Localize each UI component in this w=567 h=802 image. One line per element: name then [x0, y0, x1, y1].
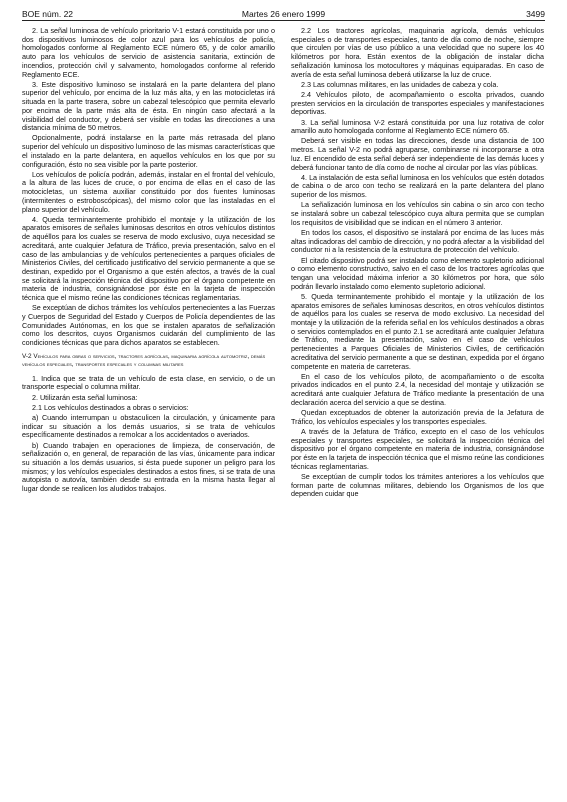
paragraph: b) Cuando trabajen en operaciones de limpieza, de conservación, de señalización o, en general, de reparación de las vías, únicamente para indicar su situación a los demás usuarios, si ésta puede suponer un peligro para los mismos; y los vehículos especiales destinados a estos fines, si se trata de una autopista o autovía, también desde su entrada en la misma hasta llegar al lugar donde se realicen los aludidos trabajos. [22, 440, 275, 494]
paragraph: 1. Indica que se trata de un vehículo de esta clase, en servicio, o de un transporte especial o columna militar. [22, 373, 275, 392]
paragraph: 2. La señal luminosa de vehículo prioritario V-1 estará constituida por uno o dos dispositivos luminosos de color azul para los vehículos de policía, homologados conforme al Reglamento ECE número 65, y de color amarillo auto para los vehículos de servicio de asistencia sanitaria, extinción de incendios, protección civil y salvamento, homologados conforme al referido Reglamento ECE. [22, 27, 275, 79]
paragraph: 3. Este dispositivo luminoso se instalará en la parte delantera del plano superior del vehículo, por encima de la luz más alta, y en las motocicletas irá situada en la parte trasera, sobre un cabezal telescópico que permita elevarlo por encima de la parte más alta de ésta. En ningún caso afectará a la visibilidad del conductor, y deberá ser visible en todas las direcciones a una distancia mínima de 50 metros. [22, 79, 275, 133]
paragraph: El citado dispositivo podrá ser instalado como elemento supletorio adicional o como elemento constructivo, salvo en el caso de los tractores agrícolas que tengan una velocidad máxima inferior a 30 kilómetros por hora, que sólo podrán llevarlo instalado como elemento supletorio adicional. [291, 255, 544, 291]
paragraph: En todos los casos, el dispositivo se instalará por encima de las luces más altas indicadoras del cambio de dirección, y no podrá afectar a la visibilidad del conductor ni a la resistencia de la estructura de protección del vehículo. [291, 227, 544, 255]
paragraph: 4. La instalación de esta señal luminosa en los vehículos que estén dotados de cabina o de arco con techo se realizará en la parte delantera del plano superior de los mismos. [291, 172, 544, 200]
paragraph: Quedan exceptuados de obtener la autorización previa de la Jefatura de Tráfico, los vehículos especiales y los transportes especiales. [291, 408, 544, 426]
paragraph: Deberá ser visible en todas las direcciones, desde una distancia de 100 metros. La señal V-2 no podrá agruparse, combinarse ni incorporarse a otra luz. El encendido de esta señal deberá ser independiente de las demás luces y deberá funcionar tanto de día como de noche al circular por las vías públicas. [291, 136, 544, 172]
journal-issue: BOE núm. 22 [22, 9, 74, 19]
paragraph: Opcionalmente, podrá instalarse en la parte más retrasada del plano superior del vehículo un dispositivo luminoso de las mismas características que el instalado en la parte delantera, en aquellos vehículos en los que por su configuración, ésto no sea visible por la parte posterior. [22, 133, 275, 169]
section-heading: V-2 Vehículos para obras o servicios, tractores agrícolas, maquinaria agrícola automotriz, demás vehículos especiales, transportes especiales y columnas militares [22, 352, 266, 369]
paragraph: A través de la Jefatura de Tráfico, excepto en el caso de los vehículos especiales y transportes especiales, se solicitará la inspección técnica del dispositivo por el órgano competente en materia de industria, consignándose por éste en la tarjeta de inspección técnica que el mismo reúne las condiciones técnicas reglamentarias. [291, 426, 544, 471]
paragraph: 2.3 Las columnas militares, en las unidades de cabeza y cola. [301, 79, 499, 89]
paragraph: La señalización luminosa en los vehículos sin cabina o sin arco con techo se instalará sobre un cabezal telescópico cuya altura permita que se cumplan los requisitos de visibilidad que se indican en el número 3 anterior. [291, 200, 544, 227]
left-column [22, 27, 275, 797]
paragraph: 2.2 Los tractores agrícolas, maquinaria agrícola, demás vehículos especiales o de transportes especiales, tanto de día como de noche, siempre que circulen por vías de uso público a una velocidad que no supere los 40 kilómetros por hora. Están exentos de la obligación de instalar dicha señalización luminosa los motocultores y máquinas equiparadas. En caso de avería de esta señal luminosa deberá utilizarse la luz de cruce. [291, 27, 544, 79]
page-number: 3499 [526, 9, 545, 19]
paragraph: 4. Queda terminantemente prohibido el montaje y la utilización de los aparatos emisores de señales luminosas descritos en otros vehículos distintos de aquéllos para los cuales se reserva de modo exclusivo, cuya necesidad se acreditará, ante cualquier Jefatura de Tráfico, previa presentación, salvo en el caso de las ambulancias y de vehículos pertenecientes a parques oficiales de Ministerios Civiles, del certificado justificativo del servicio permanente a que se destinan, expedido por el Organismo a que estén afectos, a través de la cual se solicitará la inspección técnica del dispositivo por el órgano competente en materia de industria, consignándose por éste en la tarjeta de inspección técnica que el mismo reúne las condiciones técnicas reglamentarias. [22, 214, 275, 303]
page-header [22, 8, 545, 21]
right-column [291, 27, 544, 797]
paragraph: En el caso de los vehículos piloto, de acompañamiento o de escolta privados indicados en el punto 2.4, la necesidad del montaje y utilización se acreditará ante cualquier Jefatura de Tráfico mediante la presentación de una declaración acerca del servicio a que se destina. [291, 371, 544, 407]
paragraph: Los vehículos de policía podrán, además, instalar en el frontal del vehículo, a la altura de las luces de cruce, o por encima de ellas en el caso de las motocicletas, un sistema auxiliar constituido por dos fuentes luminosas (intermitentes o estroboscópicas), del mismo color que las instaladas en el plano superior del vehículo. [22, 169, 275, 214]
paragraph: Se exceptúan de dichos trámites los vehículos pertenecientes a las Fuerzas y Cuerpos de Seguridad del Estado y Cuerpos de Policía dependientes de las Comunidades Autónomas, en los que se instalen aparatos de señalización como los descritos, cuyos Organismos cuidarán del cumplimiento de las condiciones técnicas que para dichos aparatos se establecen. [22, 303, 275, 348]
paragraph: 2.4 Vehículos piloto, de acompañamiento o escolta privados, cuando presten servicios en la circulación de transportes especiales y manifestaciones deportivas. [291, 89, 544, 117]
publication-date: Martes 26 enero 1999 [241, 9, 326, 19]
paragraph: 2. Utilizarán esta señal luminosa: [32, 392, 138, 402]
paragraph: 2.1 Los vehículos destinados a obras o servicios: [32, 402, 189, 412]
paragraph: 3. La señal luminosa V-2 estará constituida por una luz rotativa de color amarillo auto homologada conforme al Reglamento ECE número 65. [291, 117, 544, 136]
paragraph: Se exceptúan de cumplir todos los trámites anteriores a los vehículos que forman parte de columnas militares, debiendo los Organismos de los que dependen cuidar que [291, 471, 544, 499]
paragraph: 5. Queda terminantemente prohibido el montaje y la utilización de los aparatos emisores de señales luminosas descritos, en otros vehículos distintos de aquéllos para los cuales se reserva de modo exclusivo. La necesidad del montaje y la utilización de la referida señal en los vehículos destinados a obras o servicios contemplados en el punto 2.1 se acreditará ante cualquier Jefatura de Tráfico, mediante la presentación, salvo en el caso de vehículos pertenecientes a Parques Oficiales de Ministerios Civiles, de certificación acreditativa del servicio permanente a que se destinan, expedida por el órgano competente en materia de carreteras. [291, 291, 544, 371]
paragraph: a) Cuando interrumpan u obstaculicen la circulación, y únicamente para indicar su situación a los demás usuarios, si se trata de vehículos específicamente destinados a remolcar a los accidentados o averiados. [22, 412, 275, 440]
